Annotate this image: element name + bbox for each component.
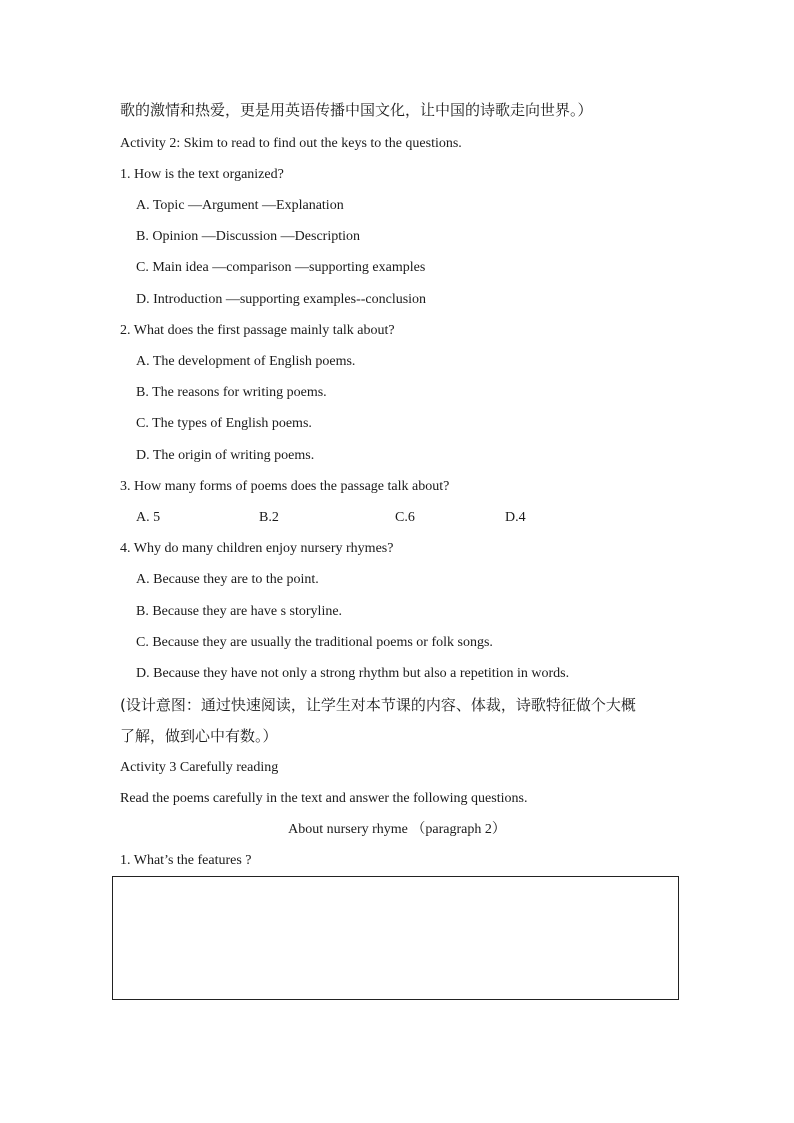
question-4-stem: 4. Why do many children enjoy nursery rhymes? bbox=[120, 541, 394, 556]
activity3-instruction: Read the poems carefully in the text and answer the following questions. bbox=[120, 791, 528, 806]
question-2-option-b: B. The reasons for writing poems. bbox=[136, 385, 327, 400]
question-1-option-b: B. Opinion —Discussion —Description bbox=[136, 229, 360, 244]
design-note-line-1: (设计意图：通过快速阅读，让学生对本节课的内容、体裁，诗歌特征做个大概 bbox=[120, 696, 636, 714]
question-2-stem: 2. What does the first passage mainly talk about? bbox=[120, 323, 395, 338]
question-3-options bbox=[136, 509, 526, 527]
question-4-option-a: A. Because they are to the point. bbox=[136, 572, 319, 587]
activity2-title: Activity 2: Skim to read to find out the keys to the questions. bbox=[120, 136, 462, 151]
activity3-title: Activity 3 Carefully reading bbox=[120, 760, 279, 775]
question-3-option-c: C.6 bbox=[395, 510, 415, 525]
question-2-option-a: A. The development of English poems. bbox=[136, 354, 356, 369]
intro-continuation: 歌的激情和热爱，更是用英语传播中国文化，让中国的诗歌走向世界。） bbox=[120, 101, 593, 119]
answer-box[interactable] bbox=[112, 876, 679, 1000]
question-1-option-a: A. Topic —Argument —Explanation bbox=[136, 198, 344, 213]
activity3-question-1: 1. What’s the features ? bbox=[120, 853, 252, 868]
question-3-option-b: B.2 bbox=[259, 510, 279, 525]
question-2-option-d: D. The origin of writing poems. bbox=[136, 448, 315, 463]
design-note-line-2: 了解，做到心中有数。） bbox=[120, 727, 278, 745]
question-4-option-b: B. Because they are have s storyline. bbox=[136, 604, 343, 619]
question-3-option-d: D.4 bbox=[505, 510, 526, 525]
question-2-option-c: C. The types of English poems. bbox=[136, 416, 312, 431]
question-3-stem: 3. How many forms of poems does the passage talk about? bbox=[120, 479, 450, 494]
activity3-subheading: About nursery rhyme （paragraph 2） bbox=[288, 822, 506, 837]
question-4-option-c: C. Because they are usually the traditional poems or folk songs. bbox=[136, 635, 493, 650]
question-3-option-a: A. 5 bbox=[136, 510, 161, 525]
question-4-option-d: D. Because they have not only a strong rhythm but also a repetition in words. bbox=[136, 666, 570, 681]
question-1-option-d: D. Introduction —supporting examples--conclusion bbox=[136, 292, 427, 307]
question-1-option-c: C. Main idea —comparison —supporting examples bbox=[136, 260, 426, 275]
question-1-stem: 1. How is the text organized? bbox=[120, 167, 284, 182]
